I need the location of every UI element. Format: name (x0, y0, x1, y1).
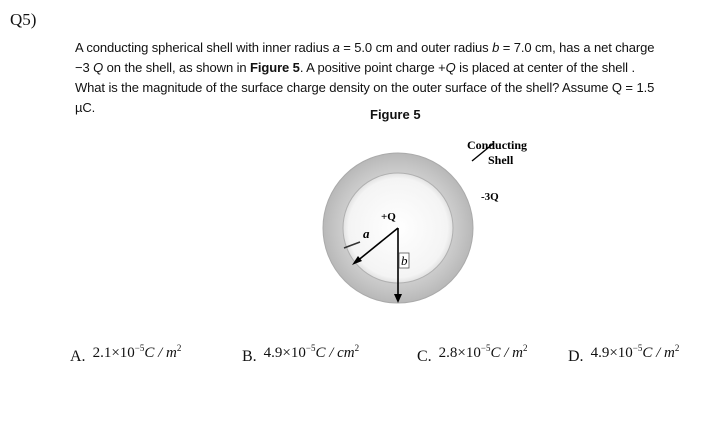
option-d[interactable] (568, 343, 680, 365)
option-mantissa: 2.8×10 (438, 345, 481, 361)
option-exponent: −5 (134, 343, 145, 353)
option-exponent: −5 (305, 343, 316, 353)
figure-5 (300, 130, 570, 315)
label-inner-radius: a (363, 226, 370, 241)
stem-figure-ref: Figure 5 (250, 60, 300, 75)
option-c[interactable] (417, 343, 528, 365)
stem-var-q: Q (445, 60, 456, 75)
option-mantissa: 4.9×10 (263, 345, 306, 361)
label-center-charge: +Q (381, 211, 396, 223)
stem-text: = 5.0 cm and outer radius (339, 40, 493, 55)
option-mantissa: 2.1×10 (92, 345, 135, 361)
label-outer-radius: b (401, 253, 408, 268)
option-unit: C / cm (315, 345, 355, 361)
option-letter: A. (70, 348, 86, 365)
option-unit: C / m (490, 345, 523, 361)
option-exponent: −5 (632, 343, 643, 353)
label-shell-charge: -3Q (481, 191, 499, 203)
option-a[interactable] (70, 343, 182, 365)
label-conducting: Conducting (467, 138, 528, 152)
option-unit: C / m (144, 345, 177, 361)
option-unit-exponent: 2 (354, 343, 360, 353)
option-unit-exponent: 2 (674, 343, 680, 353)
option-letter: B. (242, 348, 257, 365)
label-shell: Shell (488, 153, 514, 167)
stem-text: = 7.0 cm, has a net charge −3 (75, 40, 655, 75)
option-unit: C / m (642, 345, 675, 361)
option-letter: C. (417, 348, 432, 365)
stem-text: on the shell, as shown in (103, 60, 251, 75)
figure-title: Figure 5 (370, 107, 421, 122)
option-exponent: −5 (480, 343, 491, 353)
option-b[interactable] (242, 343, 360, 365)
option-letter: D. (568, 348, 584, 365)
shell-diagram (300, 130, 570, 315)
stem-text: . A positive point charge + (299, 60, 446, 75)
question-stem (75, 38, 660, 118)
option-mantissa: 4.9×10 (590, 345, 633, 361)
stem-var-a: a (332, 40, 340, 55)
stem-text: A conducting spherical shell with inner radius (75, 40, 333, 55)
stem-var-q: Q (93, 60, 104, 75)
stem-text: is placed at center of the shell . What is the magnitude of the surface charge density on the outer surface of the shell? Assume Q = 1.5 µC. (75, 60, 655, 115)
question-number: Q5) (10, 10, 37, 29)
option-unit-exponent: 2 (522, 343, 528, 353)
option-unit-exponent: 2 (176, 343, 182, 353)
stem-var-b: b (492, 40, 500, 55)
